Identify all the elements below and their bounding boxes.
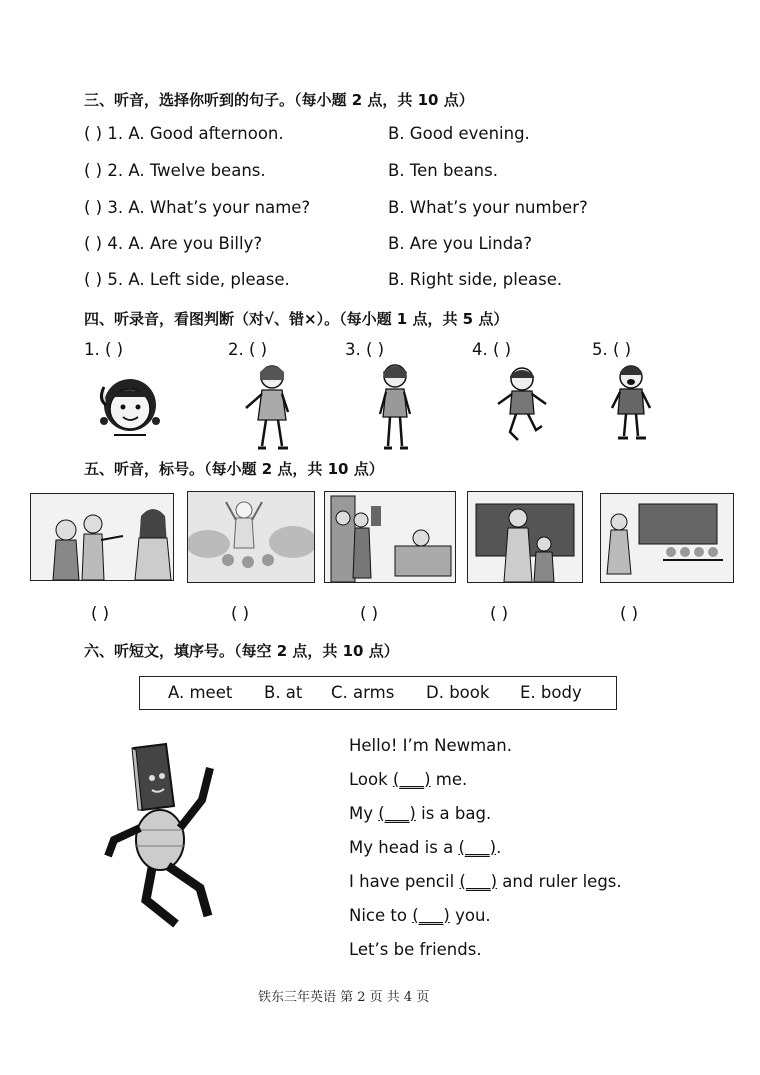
q4-label-3: 3. ( ) — [345, 340, 385, 359]
q4-label-2: 2. ( ) — [228, 340, 268, 359]
section-6-title: 六、听短文，填序号。（每空 2 点，共 10 点） — [84, 642, 399, 660]
q3-3-option-b: B. What’s your number? — [388, 198, 588, 217]
word-option-d: D. book — [426, 683, 490, 702]
scene-3-living-room — [324, 491, 456, 583]
word-option-e: E. body — [520, 683, 582, 702]
word-option-b: B. at — [264, 683, 303, 702]
blank-1: (___) — [392, 770, 431, 789]
q4-label-1: 1. ( ) — [84, 340, 124, 359]
text-line-5: I have pencil (___) and ruler legs. — [349, 872, 622, 891]
girl-head-illustration — [92, 365, 162, 439]
section-4-title: 四、听录音，看图判断（对√、错×）。（每小题 1 点，共 5 点） — [84, 310, 509, 328]
q3-2-option-b: B. Ten beans. — [388, 161, 498, 180]
text-line-2: Look (___) me. — [349, 770, 468, 789]
q3-3-option-a: ( ) 3. A. What’s your name? — [84, 198, 311, 217]
q4-label-5: 5. ( ) — [592, 340, 632, 359]
q3-5-option-b: B. Right side, please. — [388, 270, 563, 289]
text-line-3: My (___) is a bag. — [349, 804, 492, 823]
q3-4-option-a: ( ) 4. A. Are you Billy? — [84, 234, 263, 253]
q4-label-4: 4. ( ) — [472, 340, 512, 359]
section-3-title: 三、听音，选择你听到的句子。（每小题 2 点，共 10 点） — [84, 91, 474, 109]
text-line-4: My head is a (___). — [349, 838, 502, 857]
scene-1-talking-group — [30, 493, 174, 581]
robot-newman-illustration — [96, 740, 226, 940]
word-option-c: C. arms — [331, 683, 395, 702]
scene-2-outdoor — [187, 491, 315, 583]
blank-4: (___) — [459, 872, 498, 891]
girl-standing-illustration — [370, 362, 420, 452]
text-line-7: Let’s be friends. — [349, 940, 482, 959]
q3-1-option-b: B. Good evening. — [388, 124, 530, 143]
scene-4-classroom-board — [467, 491, 583, 583]
q5-blank-4: ( ) — [490, 604, 509, 623]
blank-2: (___) — [378, 804, 416, 823]
word-option-a: A. meet — [168, 683, 233, 702]
text-line-1: Hello! I’m Newman. — [349, 736, 512, 755]
page-footer: 铁东三年英语 第 2 页 共 4 页 — [258, 990, 430, 1005]
blank-5: (___) — [412, 906, 450, 925]
scene-5-classroom-students — [600, 493, 734, 583]
boy-shouting-illustration — [606, 362, 656, 442]
q3-2-option-a: ( ) 2. A. Twelve beans. — [84, 161, 266, 180]
boy-jumping-illustration — [492, 364, 552, 444]
q5-blank-5: ( ) — [620, 604, 639, 623]
blank-3: (___) — [458, 838, 497, 857]
q5-blank-1: ( ) — [91, 604, 110, 623]
q3-4-option-b: B. Are you Linda? — [388, 234, 533, 253]
q3-1-option-a: ( ) 1. A. Good afternoon. — [84, 124, 284, 143]
q3-5-option-a: ( ) 5. A. Left side, please. — [84, 270, 290, 289]
q5-blank-2: ( ) — [231, 604, 250, 623]
section-5-title: 五、听音，标号。（每小题 2 点，共 10 点） — [84, 460, 384, 478]
text-line-6: Nice to (___) you. — [349, 906, 491, 925]
girl-walking-illustration — [236, 362, 306, 452]
q5-blank-3: ( ) — [360, 604, 379, 623]
